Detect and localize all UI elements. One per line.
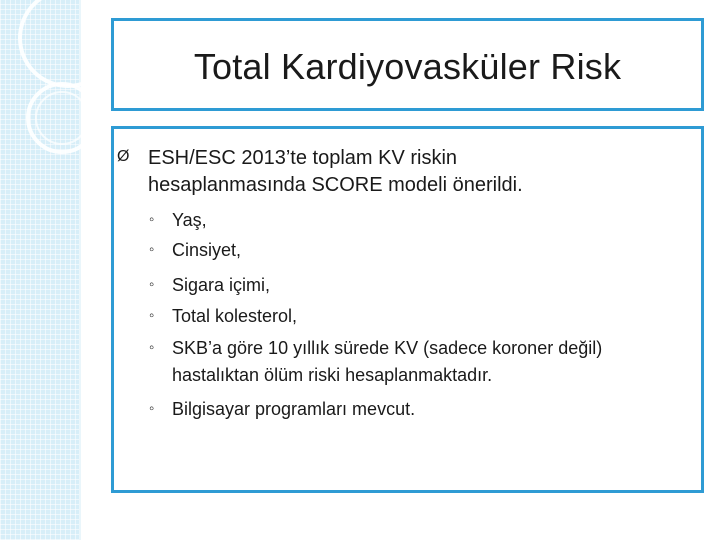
sub-item-text: Cinsiyet, (172, 240, 242, 260)
arrow-bullet-icon: Ø (117, 148, 130, 165)
sub-item-text: hastalıktan ölüm riski hesaplanmaktadır. (172, 365, 493, 385)
main-bullet-line-2: hesaplanmasında SCORE modeli önerildi. (148, 174, 523, 196)
main-bullet-text (148, 145, 688, 199)
sub-item-text: SKB’a göre 10 yıllık sürede KV (sadece koroner değil) (172, 338, 603, 358)
slide-title: Total Kardiyovasküler Risk (193, 45, 622, 87)
circle-bullet-icon: ◦ (149, 339, 155, 356)
circle-bullet-icon: ◦ (149, 241, 155, 258)
title-frame (111, 18, 704, 111)
sub-item-text: Sigara içimi, (172, 275, 271, 295)
circle-bullet-icon: ◦ (149, 211, 155, 228)
circle-bullet-icon: ◦ (149, 307, 155, 324)
sub-item-text: Yaş, (172, 210, 207, 230)
circle-bullet-icon: ◦ (149, 276, 155, 293)
main-bullet-line-1: ESH/ESC 2013’te toplam KV riskin (148, 147, 458, 169)
circle-bullet-icon: ◦ (149, 400, 155, 417)
sub-item-text: Bilgisayar programları mevcut. (172, 399, 416, 419)
sub-item-text: Total kolesterol, (172, 306, 298, 326)
